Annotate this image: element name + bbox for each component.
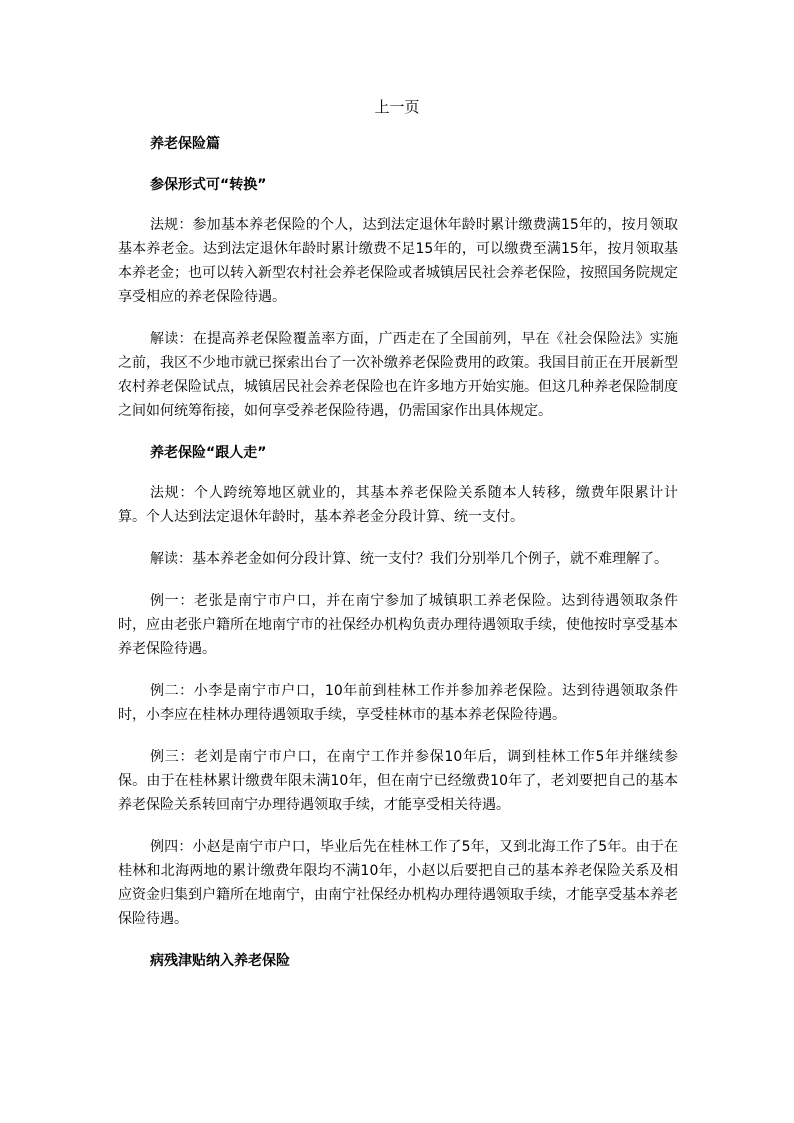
article-body [118,134,678,971]
paragraph-example-2: 例二：小李是南宁市户口，10年前到桂林工作并参加养老保险。达到待遇领取条件时，小李应在桂林办理待遇领取手续，享受桂林市的基本养老保险待遇。 [118,683,678,723]
prev-page-link[interactable]: 上一页 [374,98,420,116]
section-heading-disability-allowance: 病残津贴纳入养老保险 [150,953,290,969]
paragraph-law-1: 法规：参加基本养老保险的个人，达到法定退休年龄时累计缴费满15年的，按月领取基本养老金。达到法定退休年龄时累计缴费不足15年的，可以缴费至满15年，按月领取基本养老金；也可以转入新型农村社会养老保险或者城镇居民社会养老保险，按照国务院规定享受相应的养老保险待遇。 [118,217,678,305]
paragraph-interpretation-2: 解读：基本养老金如何分段计算、统一支付？我们分别举几个例子，就不难理解了。 [150,551,668,567]
section-heading-conversion: 参保形式可“转换” [150,177,267,193]
paragraph-interpretation-1: 解读：在提高养老保险覆盖率方面，广西走在了全国前列，早在《社会保险法》实施之前，我区不少地市就已探索出台了一次补缴养老保险费用的政策。我国目前正在开展新型农村养老保险试点，城镇居民社会养老保险也在许多地方开始实施。但这几种养老保险制度之间如何统筹衔接，如何享受养老保险待遇，仍需国家作出具体规定。 [118,331,678,419]
section-heading-follow-person: 养老保险“跟人走” [150,445,267,461]
section-title: 养老保险篇 [150,136,220,152]
paragraph-law-2: 法规：个人跨统筹地区就业的，其基本养老保险关系随本人转移，缴费年限累计计算。个人达到法定退休年龄时，基本养老金分段计算、统一支付。 [118,485,678,525]
paragraph-example-1: 例一：老张是南宁市户口，并在南宁参加了城镇职工养老保险。达到待遇领取条件时，应由老张户籍所在地南宁市的社保经办机构负责办理待遇领取手续，使他按时享受基本养老保险待遇。 [118,593,678,657]
paragraph-example-3: 例三：老刘是南宁市户口，在南宁工作并参保10年后，调到桂林工作5年并继续参保。由于在桂林累计缴费年限未满10年，但在南宁已经缴费10年了，老刘要把自己的基本养老保险关系转回南宁办理待遇领取手续，才能享受相关待遇。 [118,749,678,813]
paragraph-example-4: 例四：小赵是南宁市户口，毕业后先在桂林工作了5年，又到北海工作了5年。由于在桂林和北海两地的累计缴费年限均不满10年，小赵以后要把自己的基本养老保险关系及相应资金归集到户籍所在地南宁，由南宁社保经办机构办理待遇领取手续，才能享受基本养老保险待遇。 [118,839,678,927]
